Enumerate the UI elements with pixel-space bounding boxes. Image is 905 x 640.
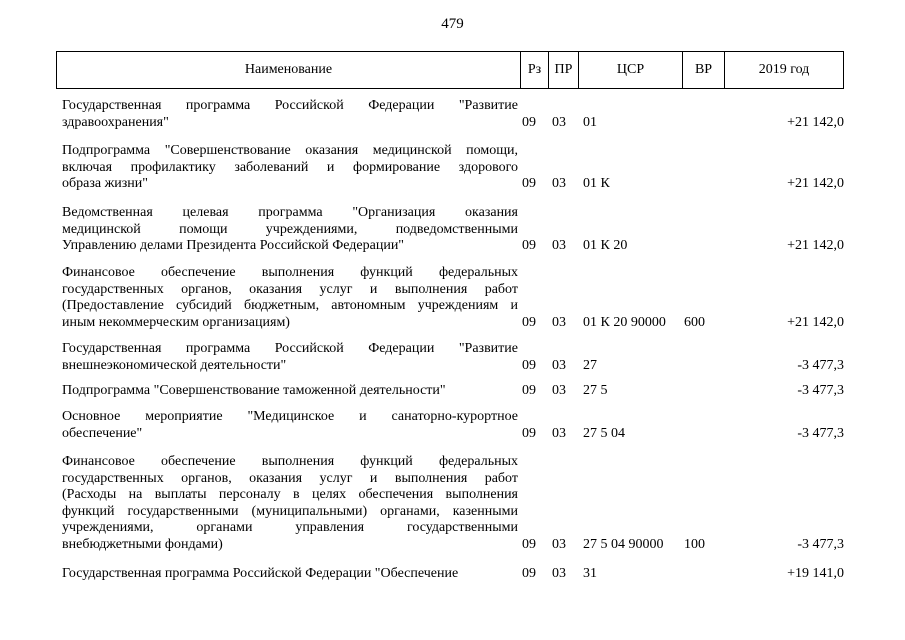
row-pr: 03	[552, 176, 566, 191]
row-name	[62, 143, 518, 193]
row-name-line: Финансовое обеспечение выполнения функций федеральных	[62, 454, 518, 469]
row-name-line: Государственная программа Российской Федерации "Развитие	[62, 341, 518, 356]
row-amount: -3 477,3	[797, 536, 844, 552]
row-csr: 27	[583, 357, 597, 373]
header-name: Наименование	[57, 52, 521, 88]
row-csr: 27 5 04	[583, 425, 625, 441]
table-row	[0, 566, 905, 583]
row-name-line: (Предоставление субсидий бюджетным, автономным учреждениям и	[62, 298, 518, 313]
row-amount: +19 141,0	[787, 566, 844, 581]
row-name-line: здравоохранения"	[62, 114, 169, 130]
row-csr: 27 5	[583, 383, 608, 398]
row-amount: -3 477,3	[797, 383, 844, 398]
row-csr: 27 5 04 90000	[583, 536, 664, 552]
row-name-line: обеспечение"	[62, 425, 143, 441]
row-amount: +21 142,0	[787, 114, 844, 130]
row-pr: 03	[552, 357, 566, 373]
row-name-line: медицинской помощи учреждениями, подведомственными	[62, 221, 518, 237]
row-name-line: государственных органов, оказания услуг и выполнения работ	[62, 281, 518, 297]
row-name-line: Ведомственная целевая программа "Организация оказания	[62, 205, 518, 220]
row-amount: -3 477,3	[797, 357, 844, 373]
table-row	[0, 98, 905, 131]
row-name-line: Подпрограмма "Совершенствование таможенной деятельности"	[62, 383, 446, 398]
row-name-line: иным некоммерческим организациям)	[62, 314, 290, 330]
table-row	[0, 409, 905, 442]
row-name	[62, 454, 518, 553]
row-name-line: внешнеэкономической деятельности"	[62, 357, 287, 373]
row-name-line: учреждениями, органами управления государственными	[62, 520, 518, 535]
header-pr: ПР	[549, 52, 579, 88]
row-name-line: Государственная программа Российской Федерации "Обеспечение	[62, 566, 459, 581]
row-rz: 09	[522, 176, 536, 191]
row-rz: 09	[522, 566, 536, 581]
row-amount: +21 142,0	[787, 238, 844, 253]
header-rz: Рз	[521, 52, 549, 88]
row-pr: 03	[552, 566, 566, 581]
table-row	[0, 383, 905, 400]
page-number: 479	[441, 16, 464, 32]
table-row	[0, 341, 905, 374]
row-name-line: Финансовое обеспечение выполнения функций федеральных	[62, 265, 518, 280]
row-name-line: Государственная программа Российской Федерации "Развитие	[62, 98, 518, 113]
row-name-line: включая профилактику заболеваний и формирование здорового	[62, 159, 518, 175]
table-header	[56, 51, 844, 89]
row-name	[62, 383, 518, 400]
row-name	[62, 265, 518, 331]
row-name-line: Управлению делами Президента Российской Федерации"	[62, 238, 405, 253]
row-name-line: образа жизни"	[62, 176, 148, 191]
table-row	[0, 143, 905, 193]
row-vr: 100	[684, 536, 705, 552]
row-name-line: (Расходы на выплаты персоналу в целях обеспечения выполнения	[62, 487, 518, 502]
row-amount: +21 142,0	[787, 176, 844, 191]
row-csr: 01 К	[583, 176, 610, 191]
row-pr: 03	[552, 425, 566, 441]
header-vr: ВР	[683, 52, 725, 88]
header-csr: ЦСР	[579, 52, 683, 88]
row-name	[62, 566, 518, 583]
table-row	[0, 454, 905, 553]
row-rz: 09	[522, 314, 536, 330]
row-rz: 09	[522, 114, 536, 130]
row-csr: 01 К 20	[583, 238, 628, 253]
row-rz: 09	[522, 425, 536, 441]
row-pr: 03	[552, 536, 566, 552]
row-amount: -3 477,3	[797, 425, 844, 441]
row-name	[62, 205, 518, 255]
row-csr: 01	[583, 114, 597, 130]
row-csr: 31	[583, 566, 597, 581]
row-name-line: Подпрограмма "Совершенствование оказания медицинской помощи,	[62, 143, 518, 158]
row-pr: 03	[552, 383, 566, 398]
row-rz: 09	[522, 238, 536, 253]
row-name-line: внебюджетными фондами)	[62, 536, 223, 552]
row-rz: 09	[522, 357, 536, 373]
row-name	[62, 409, 518, 442]
row-csr: 01 К 20 90000	[583, 314, 666, 330]
row-pr: 03	[552, 114, 566, 130]
row-name-line: государственных органов, оказания услуг и выполнения работ	[62, 470, 518, 486]
row-amount: +21 142,0	[787, 314, 844, 330]
table-row	[0, 265, 905, 331]
row-rz: 09	[522, 536, 536, 552]
row-name-line: Основное мероприятие "Медицинское и санаторно-курортное	[62, 409, 518, 424]
row-name-line: функций государственными (муниципальными) органами, казенными	[62, 503, 518, 519]
table-row	[0, 205, 905, 255]
row-pr: 03	[552, 314, 566, 330]
row-name	[62, 341, 518, 374]
row-pr: 03	[552, 238, 566, 253]
row-name	[62, 98, 518, 131]
header-year: 2019 год	[758, 62, 810, 77]
row-rz: 09	[522, 383, 536, 398]
row-vr: 600	[684, 314, 705, 330]
